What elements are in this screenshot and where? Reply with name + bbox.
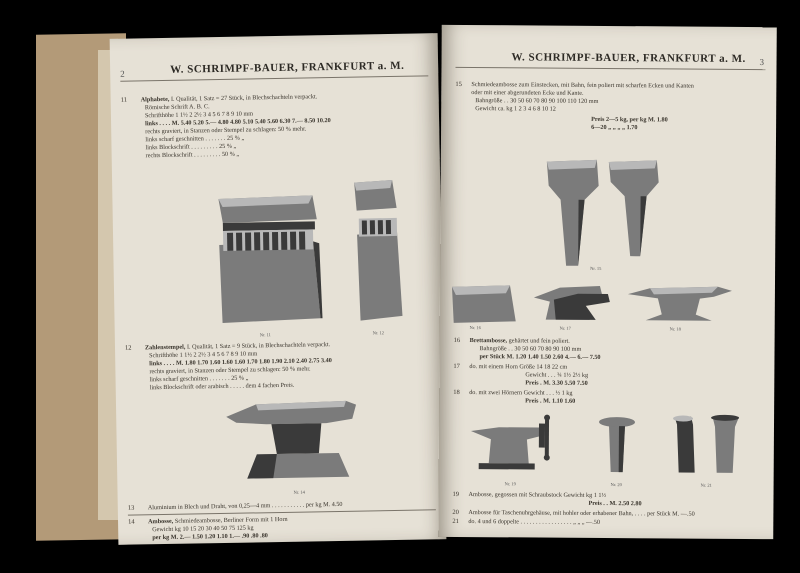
price-row: Preis . . M. 2.50 2.80 (588, 499, 642, 508)
figure-caption: Nr. 11 (259, 332, 271, 338)
bench-anvils-illustration (450, 279, 770, 331)
row: rechts graviert, in Stanzen oder Stempel zu schlagen: 50 % mehr. (145, 125, 307, 136)
item-number: 12 (124, 344, 132, 352)
price-row: links . . . . M. 1.80 1.70 1.60 1.60 1.60 1.70 1.80 1.90 2.10 2.40 2.75 3.40 (149, 357, 332, 368)
row: Schrifthöhe 1 1½ 2 2½ 3 4 5 6 7 8 9 10 mm (144, 110, 254, 120)
price-row: per kg M. 2.— 1.50 1.20 1.10 1.— .90 .80 .80 (152, 532, 268, 542)
item-description: do. 4 und 6 doppelte . . . . . . . . . . . . . . . . . „ „ „ —.50 (468, 518, 600, 526)
anvil-illustration (226, 394, 368, 486)
open-catalog-book (36, 20, 781, 548)
page-header: W. SCHRIMPF-BAUER, FRANKFURT a. M. (170, 59, 405, 76)
item-title: Ambosse, (147, 517, 174, 526)
item-number: 21 (452, 517, 459, 525)
item-description: Ambosse für Taschenuhrgehäuse, mit hohler oder erhabener Bahn, . . . . per Stück M. —.50 (468, 509, 695, 518)
item-description: Schmiedeambosse zum Einstecken, mit Bahn, fein poliert mit scharfen Ecken und Kanten (471, 81, 694, 90)
item-description: Aluminium in Blech und Draht, von 0,25—4 mm . . . . . . . . . . . per kg M. 4.50 (147, 500, 343, 512)
item-number: 11 (120, 96, 128, 104)
figure-caption: Nr. 12 (372, 330, 385, 336)
item-desc: I. Qualität, 1 Satz = 9 Stück, in Blechschachteln verpackt. (186, 341, 331, 351)
figure-caption: Nr. 16 (469, 325, 481, 331)
item-desc: I. Qualität, 1 Satz = 27 Stück, in Blechschachteln verpackt. (170, 93, 318, 103)
row: links Blockschrift . . . . . . . . . 25 % „ (145, 142, 237, 152)
item-number: 13 (127, 504, 135, 512)
figure-caption: Nr. 21 (700, 482, 712, 488)
row: Bahngröße . . 30 50 60 70 80 90 100 110 120 mm (475, 97, 599, 105)
item-desc: gehärtet und fein poliert. (508, 337, 570, 345)
row: Gewicht ca. kg 1 2 3 4 6 8 10 12 (475, 105, 556, 113)
price-row: Preis . M. 3.30 5.50 7.50 (525, 379, 588, 387)
page-header: W. SCHRIMPF-BAUER, FRANKFURT a. M. (511, 51, 746, 65)
item-number: 18 (453, 388, 460, 396)
row: Römische Schrift A. B. C. (144, 103, 210, 112)
row: Gewicht . . . ¾ 1½ 2½ kg (525, 371, 589, 379)
row: oder mit einer abgerundeten Ecke und Kante. (471, 89, 584, 97)
vise-and-stakes-illustration (469, 413, 769, 488)
stake-anvil-illustration (544, 156, 675, 272)
header-rule (455, 67, 765, 70)
figure-caption: Nr. 20 (610, 482, 622, 488)
figure-caption: Nr. 14 (293, 489, 305, 495)
item-number: 19 (452, 490, 460, 498)
row: Gewicht kg 10 15 20 30 40 50 75 125 kg (152, 524, 254, 534)
letter-punch-box-illustration (212, 193, 324, 330)
item-number: 20 (452, 508, 459, 516)
figure-caption: Nr. 19 (504, 481, 516, 487)
header-rule (120, 75, 428, 81)
item-number: 15 (455, 80, 462, 88)
row: rechts graviert, in Stanzen oder Stempel zu schlagen: 50 % mehr. (149, 365, 311, 376)
row: rechts Blockschrift . . . . . . . . . 50 % „ (145, 150, 240, 160)
item-description: do. mit einem Horn Größe 14 18 22 cm (469, 363, 568, 371)
item-desc: Schmiedeambosse, Berliner Form mit 1 Horn (174, 515, 288, 525)
right-page (438, 25, 777, 539)
item-number: 16 (453, 336, 461, 344)
row: links scharf geschnitten . . . . . . . 25 % „ (149, 374, 249, 384)
item-title: Brettambosse, (469, 337, 508, 345)
figure-caption: Nr. 18 (669, 326, 681, 332)
row: Bahngröße . . 30 50 60 70 80 90 100 mm (479, 345, 582, 353)
row: links Blockschrift oder arabisch . . . . . dem 4 fachen Preis. (149, 381, 295, 392)
price-row: Preis 2—5 kg, per kg M. 1.80 (591, 115, 668, 124)
row: Schrifthöhe 1 1½ 2 2½ 3 4 5 6 7 8 9 10 mm (149, 350, 258, 360)
item-description (141, 93, 318, 103)
item-number: 17 (453, 362, 460, 370)
price-row: 6—20 „ „ „ „ 1.70 (591, 123, 638, 132)
price-row: per Stück M. 1.20 1.40 1.50 2.60 4.— 6.— 7.50 (479, 353, 601, 361)
row: links scharf geschnitten . . . . . . . 25 % „ (145, 134, 245, 144)
page-number: 3 (759, 57, 765, 68)
left-page (110, 33, 447, 545)
price-row: links . . . . M. 5.40 5.20 5.— 4.80 4.80 5.10 5.40 5.60 6.30 7.— 8.50 10.20 (145, 117, 331, 128)
item-title: Alphabete, (140, 95, 170, 104)
figure-caption: Nr. 17 (559, 325, 571, 331)
item-number: 14 (127, 518, 135, 526)
item-description: Ambosse, gegossen mit Schraubstock Gewicht kg 1 1½ (468, 491, 607, 499)
page-number: 2 (120, 68, 125, 79)
figure-caption: Nr. 15 (590, 265, 602, 271)
item-title: Zahlenstempel, (144, 343, 186, 352)
item-description (470, 337, 570, 345)
item-description: do. mit zwei Hörnern Gewicht . . . ½ 1 kg (469, 389, 573, 397)
number-punch-box-illustration (352, 174, 405, 325)
price-row: Preis . M. 1.10 1.60 (525, 397, 576, 405)
